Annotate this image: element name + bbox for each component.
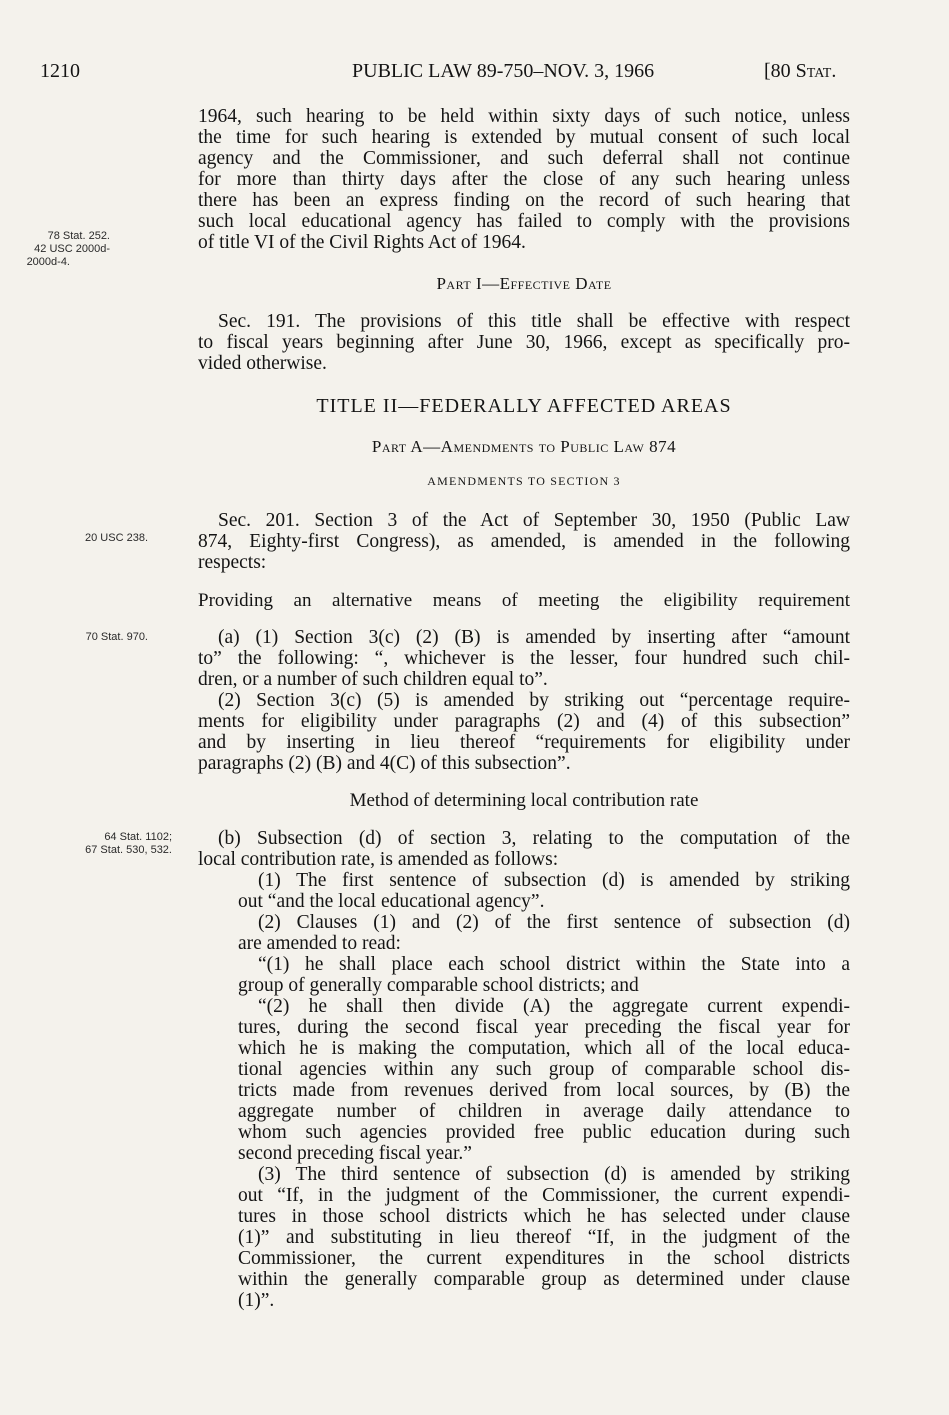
text-line: to fiscal years beginning after June 30, 1966, except as specifically pro- bbox=[198, 332, 850, 353]
text-line: paragraphs (2) (B) and 4(C) of this subsection”. bbox=[198, 753, 571, 774]
margin-note-line: 2000d-4. bbox=[26, 256, 70, 268]
margin-note-line: 42 USC 2000d- bbox=[34, 243, 110, 255]
text-line: out “and the local educational agency”. bbox=[238, 891, 545, 912]
text-line: vided otherwise. bbox=[198, 353, 327, 374]
text-line: ments for eligibility under paragraphs (2) and (4) of this subsection” bbox=[198, 711, 850, 732]
text-line: Sec. 191. The provisions of this title shall be effective with respect bbox=[218, 311, 850, 332]
text-line: “(1) he shall place each school district within the State into a bbox=[258, 954, 850, 975]
amendments-section-3-heading: AMENDMENTS TO SECTION 3 bbox=[427, 474, 621, 488]
text-line: Commissioner, the current expenditures in the school districts bbox=[238, 1248, 850, 1269]
text-line: tricts made from revenues derived from local sources, by (B) the bbox=[238, 1080, 850, 1101]
text-line: out “If, in the judgment of the Commissioner, the current expendi- bbox=[238, 1185, 850, 1206]
text-line: of title VI of the Civil Rights Act of 1964. bbox=[198, 232, 526, 253]
text-line: to” the following: “, whichever is the lesser, four hundred such chil- bbox=[198, 648, 850, 669]
text-line: tional agencies within any such group of comparable school dis- bbox=[238, 1059, 850, 1080]
margin-note-line: 67 Stat. 530, 532. bbox=[85, 844, 172, 856]
text-line: for more than thirty days after the close of any such hearing unless bbox=[198, 169, 850, 190]
text-line: which he is making the computation, which all of the local educa- bbox=[238, 1038, 850, 1059]
text-line: Sec. 201. Section 3 of the Act of September 30, 1950 (Public Law bbox=[218, 510, 850, 531]
text-line: 1964, such hearing to be held within sixty days of such notice, unless bbox=[198, 106, 850, 127]
text-line: second preceding fiscal year.” bbox=[238, 1143, 472, 1164]
text-line: the time for such hearing is extended by mutual consent of such local bbox=[198, 127, 850, 148]
text-line: within the generally comparable group as determined under clause bbox=[238, 1269, 850, 1290]
part-a-heading: Part A—Amendments to Public Law 874 bbox=[371, 437, 677, 456]
text-line: respects: bbox=[198, 552, 267, 573]
text-line: (a) (1) Section 3(c) (2) (B) is amended by inserting after “amount bbox=[218, 627, 850, 648]
margin-note-line: 78 Stat. 252. bbox=[47, 230, 110, 242]
text-line: “(2) he shall then divide (A) the aggregate current expendi- bbox=[258, 996, 850, 1017]
margin-note-line: 64 Stat. 1102; bbox=[104, 831, 172, 843]
text-line: aggregate number of children in average daily attendance to bbox=[238, 1101, 850, 1122]
text-line: dren, or a number of such children equal to”. bbox=[198, 669, 548, 690]
part-i-heading: Part I—Effective Date bbox=[436, 274, 612, 293]
margin-note-line: 20 USC 238. bbox=[85, 532, 148, 544]
text-line: (2) Section 3(c) (5) is amended by striking out “percentage require- bbox=[218, 690, 850, 711]
text-line: local contribution rate, is amended as follows: bbox=[198, 849, 559, 870]
margin-note-64-stat-1102 bbox=[85, 831, 172, 857]
margin-note-civil-rights bbox=[27, 230, 110, 269]
text-line: tures in those school districts which he has selected under clause bbox=[238, 1206, 850, 1227]
text-line: (1)”. bbox=[238, 1290, 275, 1311]
eligibility-subheading: Providing an alternative means of meeting the eligibility requirement bbox=[198, 590, 850, 611]
margin-note-70-stat-970 bbox=[86, 631, 148, 644]
running-title: PUBLIC LAW 89-750–NOV. 3, 1966 bbox=[352, 60, 655, 82]
text-line: (1)” and substituting in lieu thereof “If, in the judgment of the bbox=[238, 1227, 850, 1248]
method-subheading: Method of determining local contribution rate bbox=[349, 790, 699, 811]
text-line: agency and the Commissioner, and such deferral shall not continue bbox=[198, 148, 850, 169]
margin-note-20-usc-238 bbox=[85, 532, 148, 545]
text-line: and by inserting in lieu thereof “requirements for eligibility under bbox=[198, 732, 850, 753]
text-line: (2) Clauses (1) and (2) of the first sentence of subsection (d) bbox=[258, 912, 850, 933]
text-line: are amended to read: bbox=[238, 933, 401, 954]
text-line: tures, during the second fiscal year preceding the fiscal year for bbox=[238, 1017, 850, 1038]
text-line: (b) Subsection (d) of section 3, relating to the computation of the bbox=[218, 828, 850, 849]
page-number: 1210 bbox=[40, 60, 80, 82]
text-line: (3) The third sentence of subsection (d) is amended by striking bbox=[258, 1164, 850, 1185]
text-line: whom such agencies provided free public education during such bbox=[238, 1122, 850, 1143]
title-ii-heading: TITLE II—FEDERALLY AFFECTED AREAS bbox=[316, 395, 732, 417]
margin-note-line: 70 Stat. 970. bbox=[85, 631, 148, 643]
text-line: group of generally comparable school districts; and bbox=[238, 975, 639, 996]
stat-reference: [80 Stat. bbox=[764, 60, 837, 82]
text-line: there has been an express finding on the record of such hearing that bbox=[198, 190, 850, 211]
text-line: 874, Eighty-first Congress), as amended, is amended in the following bbox=[198, 531, 850, 552]
text-line: such local educational agency has failed to comply with the provisions bbox=[198, 211, 850, 232]
text-line: (1) The first sentence of subsection (d) is amended by striking bbox=[258, 870, 850, 891]
